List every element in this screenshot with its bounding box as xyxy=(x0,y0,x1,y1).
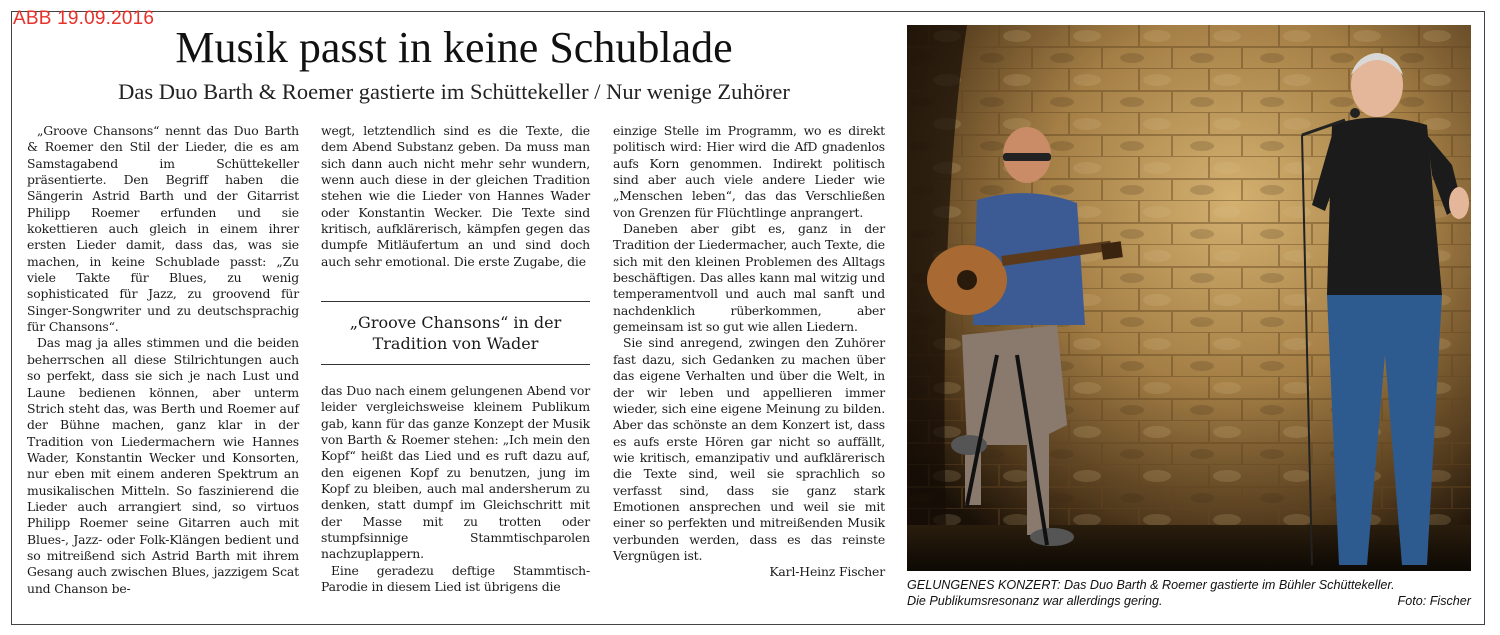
paragraph: Das mag ja alles stimmen und die beiden beherrschen all diese Stilrichtungen auch so perfekt, dass sie sich je nach Lust und Laune bedienen können, aber unterm Strich steht das, was Berth und Roemer auf der Bühne machen, ganz klar in der Tradition von Liedermachern wie Hannes Wader, Konstantin Wecker und Konsorten, nur eben mit einem anderen Spektrum an musikalischen Mitteln. So faszinierend die Lieder auch arrangiert sind, so virtuos Philipp Roemer seine Gitarren auch mit Blues-, Jazz- oder Folk-Klängen bedient und so mitreißend sich Astrid Barth mit ihrem Gesang auch zwischen Blues, jazzigem Scat und Chanson be- xyxy=(27,335,299,596)
photo-caption xyxy=(907,577,1471,609)
date-stamp: ABB 19.09.2016 xyxy=(13,8,155,29)
paragraph: „Groove Chansons“ nennt das Duo Barth & Roemer den Stil der Lieder, die es am Samstagabend im Schüttekeller präsentierte. Den Begriff haben die Sängerin Astrid Barth und der Gitarrist Philipp Roemer erfunden und sie kokettieren auch gleich in einem ihrer ersten Lieder damit, dass das, was sie machen, in keine Schublade passt: „Zu viele Takte für Blues, zu wenig sophisticated für Jazz, zu groovend für Singer-Songwriter und zu deutschsprachig für Chansons“. xyxy=(27,123,299,335)
text-column-3 xyxy=(613,123,885,581)
text-column-1 xyxy=(27,123,299,597)
author-byline: Karl-Heinz Fischer xyxy=(769,564,885,580)
paragraph: das Duo nach einem gelungenen Abend vor leider vergleichsweise kleinem Publikum gab, kann für das ganze Konzept der Musik von Barth & Roemer stehen: „Ich mein den Kopf“ heißt das Lied und es ruft dazu auf, den eigenen Kopf zu benutzen, jung im Kopf zu bleiben, auch mal andersherum zu denken, statt dumpf im Gleichschritt mit der Masse mit zu trotten oder stumpfsinnige Stammtischparolen nachzuplappern. xyxy=(321,383,590,562)
concert-photo xyxy=(907,25,1471,571)
intertitle-rule-top xyxy=(321,301,590,302)
paragraph: wegt, letztendlich sind es die Texte, die dem Abend Substanz geben. Da muss man sich dann auch nicht mehr sehr wundern, wenn auch diese in der gleichen Tradition stehen wie die Lieder von Hannes Wader oder Konstantin Wecker. Die Texte sind kritisch, aufklärerisch, kämpfen gegen das dumpfe Mitläufertum an und sind doch auch sehr emotional. Die erste Zugabe, die xyxy=(321,123,590,269)
article-subheadline: Das Duo Barth & Roemer gastierte im Schüttekeller / Nur wenige Zuhörer xyxy=(118,79,790,104)
intertitle-rule-bottom xyxy=(321,364,590,365)
photo-credit: Foto: Fischer xyxy=(1397,594,1471,608)
paragraph: Sie sind anregend, zwingen den Zuhörer fast dazu, sich Gedanken zu machen über das eigene Verhalten und über die Welt, in der wir leben und appellieren immer wieder, sich eine eigene Meinung zu bilden. Aber das schönste an dem Konzert ist, dass es aufs erste Hören gar nicht so auffällt, wie kritisch, emanzipativ und aufklärerisch die Texte sind, weil sie sprachlich so verfasst sind, dass sie ganz stark Emotionen ansprechen und weil sie mit einer so perfekten und mitreißenden Musik verbunden werden, dass es das reinste Vergnügen ist. xyxy=(613,335,885,563)
paragraph: einzige Stelle im Programm, wo es direkt politisch wird: Hier wird die AfD gnadenlos aufs Korn genommen. Indirekt politisch sind aber auch viele andere Lieder wie „Menschen leben“, das das Verschließen von Grenzen für Flüchtlinge anprangert. xyxy=(613,123,885,220)
text-column-2-top xyxy=(321,123,590,270)
article-headline: Musik passt in keine Schublade xyxy=(175,23,733,72)
caption-line-1: GELUNGENES KONZERT: Das Duo Barth & Roemer gastierte im Bühler Schüttekeller. xyxy=(907,578,1395,592)
concert-photo-illustration xyxy=(907,25,1471,571)
caption-line-2: Die Publikumsresonanz war allerdings gering. xyxy=(907,594,1163,608)
paragraph: Daneben aber gibt es, ganz in der Tradition der Liedermacher, auch Texte, die sich mit den kleinen Problemen des Alltags beschäftigen. Das alles kann mal witzig und temperamentvoll und auch mal sanft und nachdenklich rüberkommen, aber gemeinsam ist so gut wie allen Liedern. xyxy=(613,221,885,335)
text-column-2-bottom xyxy=(321,383,590,595)
paragraph: Eine geradezu deftige Stammtisch-Parodie in diesem Lied ist übrigens die xyxy=(321,562,590,595)
intertitle: „Groove Chansons“ in der Tradition von Wader xyxy=(349,313,562,353)
